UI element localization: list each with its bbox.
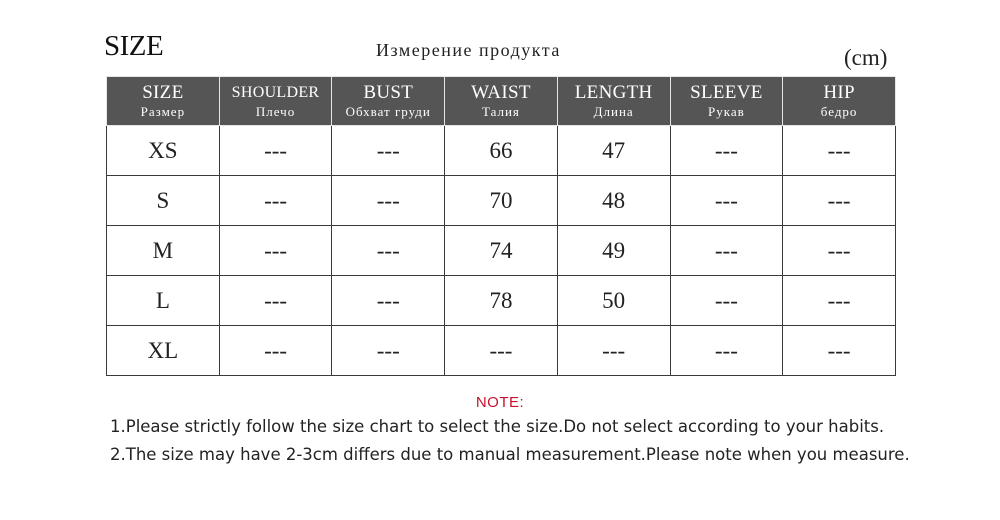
table-cell: 74: [445, 226, 558, 276]
table-cell: XL: [107, 326, 220, 376]
unit-label: (cm): [844, 45, 888, 70]
column-header-sublabel: Размер: [140, 103, 186, 119]
column-header-size: [107, 77, 220, 126]
table-cell: 47: [557, 126, 670, 176]
table-cell: ---: [445, 326, 558, 376]
column-header-sublabel: Плечо: [255, 103, 296, 119]
table-cell: ---: [670, 176, 783, 226]
table-cell: ---: [219, 226, 332, 276]
table-cell: ---: [783, 326, 896, 376]
column-header-sublabel: Рукав: [707, 103, 745, 119]
table-cell: ---: [332, 226, 445, 276]
table-cell: L: [107, 276, 220, 326]
table-cell: ---: [557, 326, 670, 376]
column-header-sleeve: [670, 77, 783, 126]
table-row: [107, 126, 896, 176]
table-cell: ---: [783, 226, 896, 276]
column-header-sublabel: Длина: [593, 103, 634, 119]
column-header-hip: [783, 77, 896, 126]
column-header-sublabel: Талия: [481, 103, 520, 119]
column-header-shoulder: [219, 77, 332, 126]
table-cell: M: [107, 226, 220, 276]
product-measurement-title: Измерение продукта: [376, 40, 561, 60]
table-cell: ---: [783, 276, 896, 326]
table-cell: ---: [219, 126, 332, 176]
table-cell: ---: [783, 176, 896, 226]
column-header-label: SIZE: [142, 81, 184, 103]
table-cell: XS: [107, 126, 220, 176]
table-cell: ---: [332, 326, 445, 376]
column-header-label: HIP: [823, 81, 855, 103]
size-chart-table: [106, 76, 896, 376]
column-header-waist: [445, 77, 558, 126]
table-cell: ---: [670, 326, 783, 376]
table-row: [107, 176, 896, 226]
table-cell: ---: [332, 176, 445, 226]
note-item: 1.Please strictly follow the size chart to select the size.Do not select according to your habits.: [110, 417, 885, 436]
column-header-sublabel: Обхват груди: [345, 103, 431, 119]
table-cell: ---: [670, 126, 783, 176]
table-cell: ---: [219, 276, 332, 326]
note-item: 2.The size may have 2-3cm differs due to manual measurement.Please note when you measure.: [110, 445, 910, 464]
table-cell: ---: [332, 276, 445, 326]
table-cell: 66: [445, 126, 558, 176]
table-row: [107, 276, 896, 326]
table-cell: ---: [783, 126, 896, 176]
column-header-label: SLEEVE: [690, 81, 763, 103]
size-title: SIZE: [104, 30, 164, 62]
table-cell: 78: [445, 276, 558, 326]
table-cell: 48: [557, 176, 670, 226]
column-header-bust: [332, 77, 445, 126]
table-cell: ---: [332, 126, 445, 176]
table-cell: 50: [557, 276, 670, 326]
table-cell: S: [107, 176, 220, 226]
table-cell: ---: [670, 226, 783, 276]
column-header-length: [557, 77, 670, 126]
table-cell: 49: [557, 226, 670, 276]
table-row: [107, 226, 896, 276]
column-header-sublabel: бедро: [820, 103, 858, 119]
note-title: NOTE:: [475, 394, 525, 411]
table-cell: ---: [219, 176, 332, 226]
table-cell: ---: [670, 276, 783, 326]
table-header-row: [107, 77, 896, 126]
table-cell: ---: [219, 326, 332, 376]
table-cell: 70: [445, 176, 558, 226]
table-row: [107, 326, 896, 376]
column-header-label: BUST: [363, 81, 414, 103]
column-header-label: WAIST: [471, 81, 531, 103]
column-header-label: LENGTH: [574, 81, 653, 103]
column-header-label: SHOULDER: [231, 83, 320, 101]
